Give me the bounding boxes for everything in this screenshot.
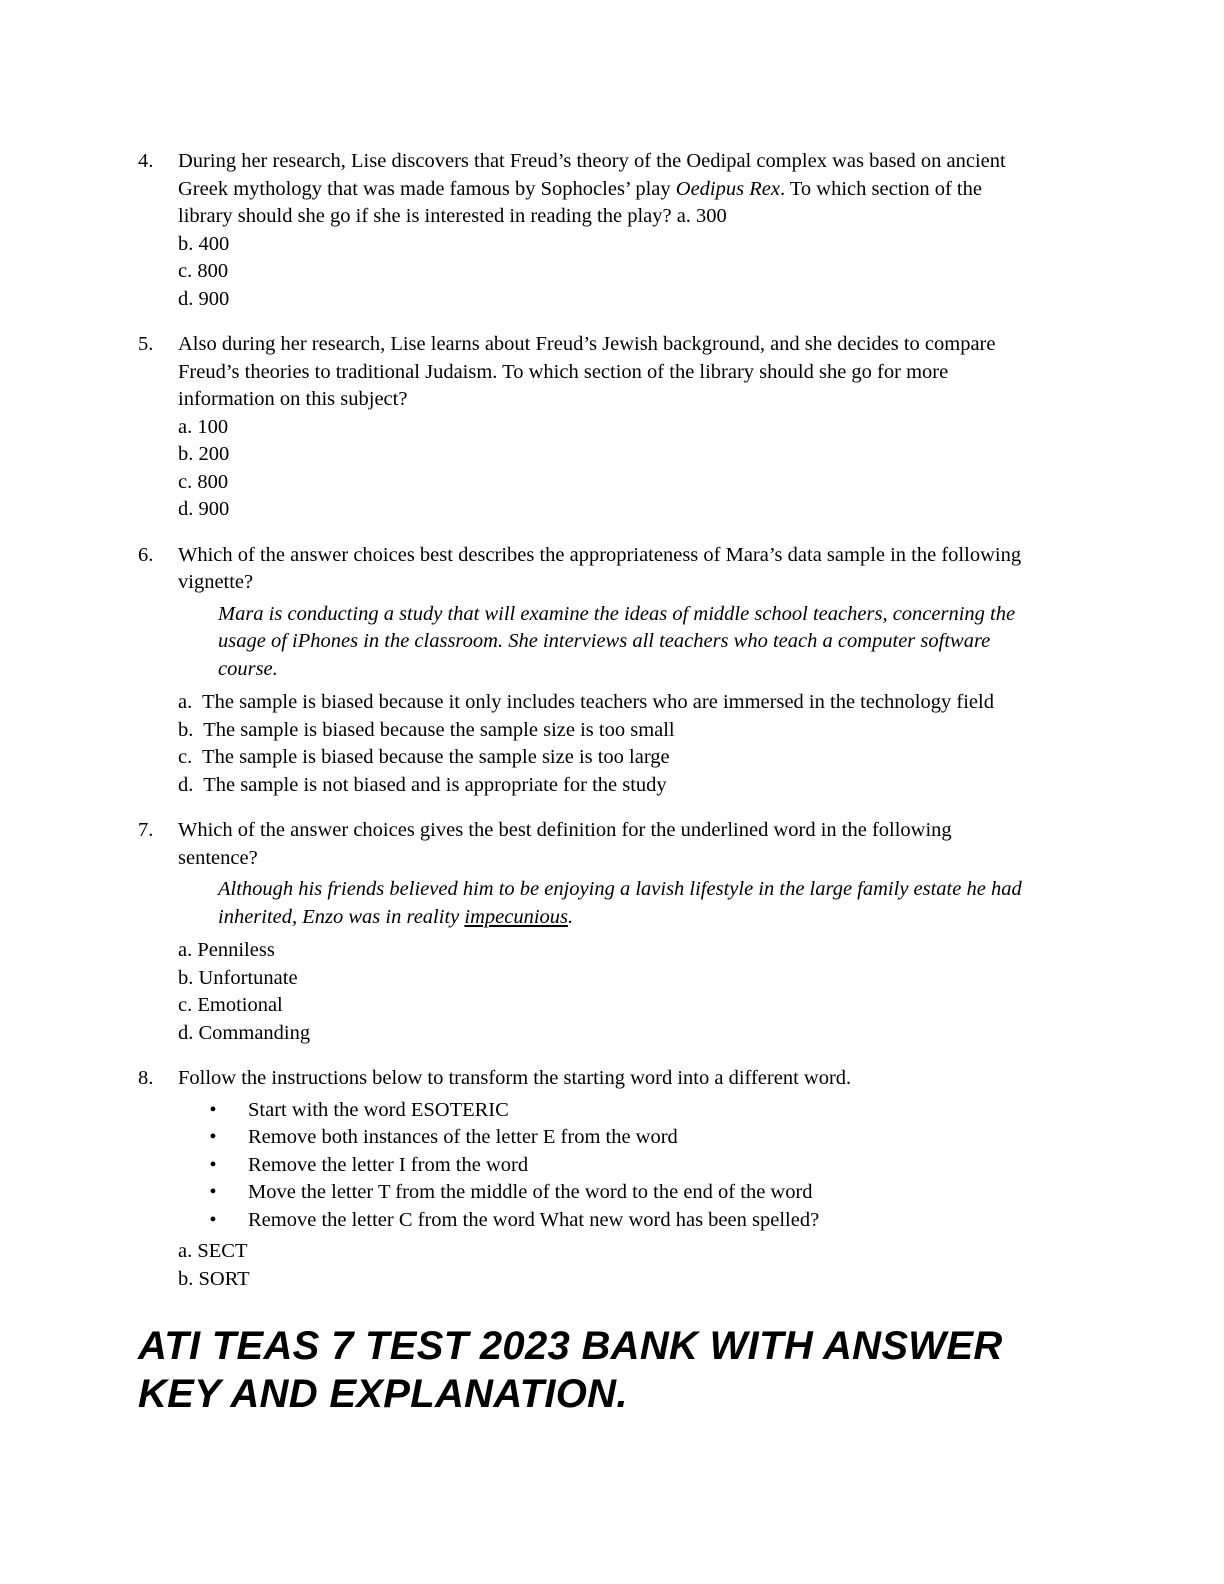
question-stem: Also during her research, Lise learns about Freud’s Jewish background, and she decides to compare Freud’s theories to traditional Judaism. To which section of the library should she go for more information on this subject? — [178, 333, 996, 410]
question-number: 8. — [138, 1067, 154, 1089]
list-item — [178, 1124, 1028, 1152]
question-4 — [138, 148, 1028, 313]
bullet-icon: • — [209, 1098, 217, 1121]
underlined-word: impecunious — [464, 905, 568, 928]
bullet-icon: • — [209, 1181, 217, 1203]
work-title: Oedipus Rex — [675, 177, 780, 200]
answer-choice[interactable]: c. Emotional — [178, 994, 283, 1016]
question-number: 5. — [138, 333, 154, 355]
answer-choices — [178, 937, 1028, 1047]
instruction-list — [178, 1097, 1028, 1235]
question-6 — [138, 542, 1028, 800]
bullet-icon: • — [209, 1153, 217, 1176]
answer-choice[interactable]: d. Commanding — [178, 1021, 311, 1044]
bullet-icon: • — [209, 1126, 217, 1148]
list-item — [178, 1152, 1028, 1180]
vignette-text-before: Although his friends believed him to be enjoying a lavish lifestyle in the large family estate he had inherited, Enzo was in reality — [218, 878, 1022, 928]
answer-choice[interactable]: d. 900 — [178, 498, 230, 520]
question-stem: Follow the instructions below to transform the starting word into a different word. — [178, 1067, 852, 1089]
answer-choice[interactable]: c. 800 — [178, 470, 229, 493]
list-item — [178, 1097, 1028, 1125]
questions-container — [138, 148, 1028, 1311]
answer-choices — [178, 1238, 1028, 1293]
answer-choice[interactable]: b. 400 — [178, 232, 230, 255]
vignette-text-after: . — [568, 905, 574, 928]
question-vignette: Mara is conducting a study that will examine the ideas of middle school teachers, concerning the usage of iPhones in the classroom. She interviews all teachers who teach a computer software course. — [218, 602, 1016, 680]
document-footer-title: ATI TEAS 7 TEST 2023 BANK WITH ANSWER KEY AND EXPLANATION. — [138, 1324, 1003, 1416]
answer-choice[interactable]: a. The sample is biased because it only includes teachers who are immersed in the technology field — [178, 691, 994, 713]
question-8 — [138, 1065, 1028, 1293]
list-item-label: Remove the letter I from the word — [248, 1153, 529, 1176]
list-item — [178, 1207, 1028, 1235]
answer-choices — [178, 414, 1028, 524]
question-number: 6. — [138, 543, 154, 566]
question-body — [178, 148, 1028, 313]
answer-choice[interactable]: b. SORT — [178, 1267, 250, 1290]
question-stem: During her research, Lise discovers that Freud’s theory of the Oedipal complex was based on ancient Greek mythology that was made famous by Sophocles’ play Oedipus Rex. To which section of the library should she go if she is interested in reading the play? a. 300 — [178, 150, 1006, 227]
answer-choice[interactable]: a. 100 — [178, 415, 229, 438]
list-item-label: Start with the word ESOTERIC — [248, 1098, 509, 1121]
answer-choice[interactable]: c. 800 — [178, 260, 229, 282]
answer-choice[interactable]: b. The sample is biased because the sample size is too small — [178, 718, 675, 741]
answer-choice[interactable]: d. The sample is not biased and is appropriate for the study — [178, 773, 667, 796]
answer-choice[interactable]: b. Unfortunate — [178, 966, 298, 989]
question-stem: Which of the answer choices best describes the appropriateness of Mara’s data sample in the following vignette? — [178, 543, 1022, 593]
answer-choice[interactable]: a. SECT — [178, 1240, 248, 1262]
question-7 — [138, 817, 1028, 1047]
answer-choice[interactable]: b. 200 — [178, 443, 230, 465]
answer-choice[interactable]: d. 900 — [178, 287, 230, 310]
question-body — [178, 542, 1028, 800]
question-number: 7. — [138, 819, 154, 841]
question-number: 4. — [138, 150, 154, 172]
question-body — [178, 331, 1028, 524]
question-stem: Which of the answer choices gives the best definition for the underlined word in the following sentence? — [178, 819, 952, 869]
question-body — [178, 817, 1028, 1047]
question-body — [178, 1065, 1028, 1293]
answer-choice[interactable]: a. Penniless — [178, 939, 275, 961]
bullet-icon: • — [209, 1208, 217, 1231]
answer-choices — [178, 689, 1028, 799]
answer-choices — [178, 231, 1028, 314]
list-item — [178, 1179, 1028, 1207]
list-item-label: Remove both instances of the letter E from the word — [248, 1126, 678, 1148]
question-5 — [138, 331, 1028, 524]
list-item-label: Move the letter T from the middle of the word to the end of the word — [248, 1181, 813, 1203]
answer-choice[interactable]: c. The sample is biased because the sample size is too large — [178, 746, 670, 768]
question-vignette — [218, 876, 1028, 931]
list-item-label: Remove the letter C from the word What new word has been spelled? — [248, 1208, 820, 1231]
